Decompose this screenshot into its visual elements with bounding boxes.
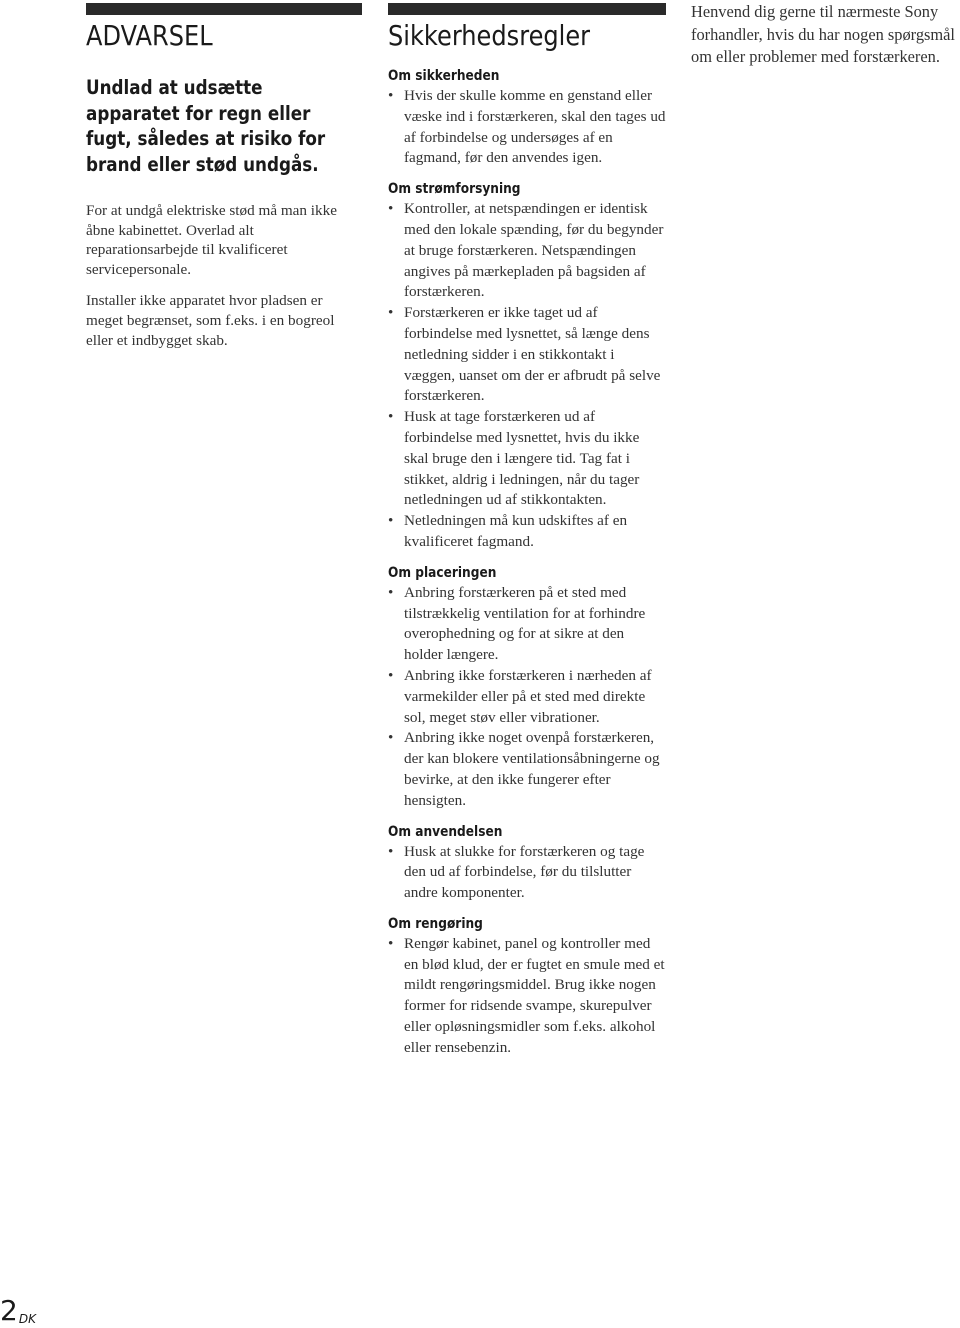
list-item-text: Netledningen må kun udskiftes af en kvalificeret fagmand. (404, 512, 628, 550)
list-item-text: Husk at slukke for forstærkeren og tage den ud af forbindelse, før du tilslutter andre komponenter. (404, 842, 645, 902)
section-heading: Om anvendelsen (388, 823, 503, 840)
list-item (388, 842, 666, 904)
contact-column (691, 0, 960, 69)
list-item-text: Rengør kabinet, panel og kontroller med en blød klud, der er fugtet en smule med et mildt rengøringsmiddel. Brug ikke nogen former for ridsende svampe, skurepulver eller opløsningsmidler som f.eks. alkohol eller rensebenzin. (404, 934, 665, 1056)
section-rule (86, 3, 362, 15)
bullet-icon: • (388, 408, 394, 426)
section-heading: Om rengøring (388, 915, 483, 932)
safety-section (388, 179, 666, 553)
list-item-text: Hvis der skulle komme en genstand eller væske ind i forstærkeren, skal den tages ud af forbindelse og undersøges af en fagmand, før den anvendes igen. (404, 87, 666, 167)
list-item-text: Anbring ikke noget ovenpå forstærkeren, der kan blokere ventilationsåbningerne og bevirke, at den ikke fungerer efter hensigten. (404, 729, 660, 809)
warning-column (86, 0, 362, 350)
warning-paragraph: Installer ikke apparatet hvor pladsen er meget begrænset, som f.eks. i en bogreol eller et indbygget skab. (86, 292, 335, 349)
list-item (388, 303, 666, 407)
warning-paragraph: For at undgå elektriske stød må man ikke åbne kabinettet. Overlad alt reparationsarbejde til kvalificeret servicepersonale. (86, 202, 337, 278)
list-item-text: Anbring ikke forstærkeren i nærheden af varmekilder eller på et sted med direkte sol, meget støv eller vibrationer. (404, 666, 652, 726)
list-item (388, 934, 666, 1059)
list-item (388, 666, 666, 728)
safety-section (388, 914, 666, 1059)
bullet-icon: • (388, 729, 394, 747)
bullet-icon: • (388, 583, 394, 601)
bullet-list (388, 583, 666, 812)
list-item-text: Forstærkeren er ikke taget ud af forbindelse med lysnettet, så længe dens netledning sidder i en stikkontakt i væggen, uanset om der er afbrudt på selve forstærkeren. (404, 304, 661, 405)
safety-title: Sikkerhedsregler (388, 19, 591, 52)
warning-title: ADVARSEL (86, 19, 213, 52)
bullet-list (388, 934, 666, 1059)
section-heading: Om strømforsyning (388, 181, 521, 198)
list-item (388, 407, 666, 511)
bullet-icon: • (388, 200, 394, 218)
safety-sections (388, 66, 666, 1059)
section-heading: Om sikkerheden (388, 68, 500, 84)
list-item (388, 511, 666, 553)
list-item (388, 728, 666, 811)
section-rule (388, 3, 666, 15)
list-item (388, 86, 666, 169)
bullet-icon: • (388, 666, 394, 684)
language-code: DK (18, 1312, 36, 1326)
safety-section (388, 822, 666, 904)
warning-headline: Undlad at udsætte apparatet for regn eller fugt, således at risiko for brand eller stød undgås. (86, 76, 326, 176)
bullet-icon: • (388, 512, 394, 530)
bullet-list (388, 86, 666, 169)
bullet-icon: • (388, 842, 394, 860)
section-heading: Om placeringen (388, 564, 497, 581)
bullet-list (388, 842, 666, 904)
bullet-list (388, 199, 666, 553)
safety-column (388, 0, 666, 1059)
safety-section (388, 563, 666, 812)
list-item (388, 583, 666, 666)
bullet-icon: • (388, 934, 394, 952)
page-number (0, 1294, 36, 1328)
list-item-text: Anbring forstærkeren på et sted med tilstrækkelig ventilation for at forhindre overophedning og for at sikre at den holder længere. (404, 583, 646, 664)
list-item-text: Kontroller, at netspændingen er identisk med den lokale spænding, før du begynder at bruge forstærkeren. Netspændingen angives på mærkepladen på bagsiden af forstærkeren. (404, 200, 664, 301)
contact-text: Henvend dig gerne til nærmeste Sony forhandler, hvis du har nogen spørgsmål om eller problemer med forstærkeren. (691, 2, 955, 66)
page-number-digit: 2 (0, 1294, 18, 1327)
bullet-icon: • (388, 304, 394, 322)
list-item-text: Husk at tage forstærkeren ud af forbindelse med lysnettet, hvis du ikke skal bruge den i længere tid. Tag fat i stikket, aldrig i ledningen, når du tager netledningen ud af stikkontakten. (404, 408, 640, 509)
bullet-icon: • (388, 87, 394, 104)
list-item (388, 199, 666, 303)
safety-section (388, 66, 666, 169)
